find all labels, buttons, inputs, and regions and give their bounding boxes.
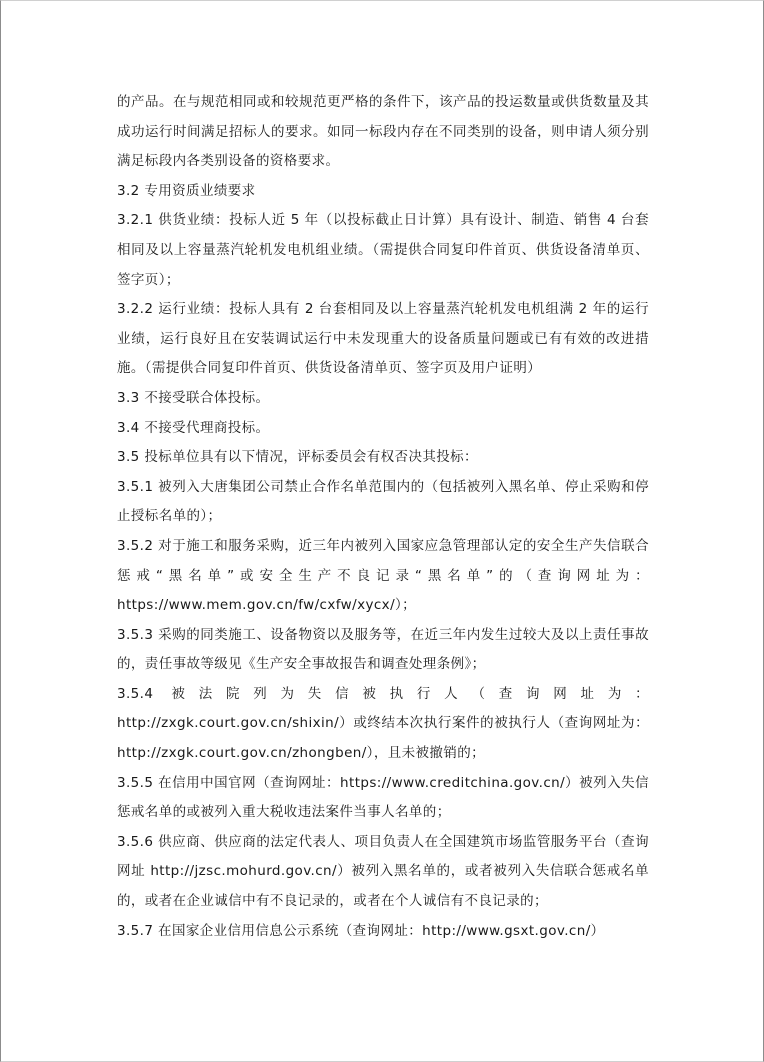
paragraph-intro: 的产品。在与规范相同或和较规范更严格的条件下，该产品的投运数量或供货数量及其成功运行时间满足招标人的要求。如同一标段内存在不同类别的设备，则申请人须分别满足标段内各类别设备的资格要求。 <box>117 94 649 170</box>
paragraph-3-5-6: 3.5.6 供应商、供应商的法定代表人、项目负责人在全国建筑市场监管服务平台（查询网址 http://jzsc.mohurd.gov.cn/）被列入黑名单的，或者被列入失信联合惩戒名单的，或者在企业诚信中有不良记录的，或者在个人诚信有不良记录的； <box>117 833 649 910</box>
paragraph-3-5-7: 3.5.7 在国家企业信用信息公示系统（查询网址：http://www.gsxt.gov.cn/） <box>117 922 605 939</box>
paragraph-3-5-4-first-line: 3.5.4 被法院列为失信被执行人（查询网址为： <box>117 685 649 702</box>
paragraph-3-4: 3.4 不接受代理商投标。 <box>117 419 270 436</box>
paragraph-3-5-1: 3.5.1 被列入大唐集团公司禁止合作名单范围内的（包括被列入黑名单、停止采购和停止授标名单的）； <box>117 478 649 525</box>
heading-3-2: 3.2 专用资质业绩要求 <box>117 182 256 199</box>
paragraph-3-5-2: 3.5.2 对于施工和服务采购，近三年内被列入国家应急管理部认定的安全生产失信联合惩戒“黑名单”或安全生产不良记录“黑名单”的（查询网址为：https://www.mem.gov.cn/fw/cxfw/xycx/）； <box>117 537 649 614</box>
paragraph-3-5-5: 3.5.5 在信用中国官网（查询网址：https://www.creditchina.gov.cn/）被列入失信惩戒名单的或被列入重大税收违法案件当事人名单的； <box>117 774 649 821</box>
paragraph-3-5: 3.5 投标单位具有以下情况，评标委员会有权否决其投标： <box>117 449 478 466</box>
paragraph-3-2-1: 3.2.1 供货业绩：投标人近 5 年（以投标截止日计算）具有设计、制造、销售 4 台套相同及以上容量蒸汽轮机发电机组业绩。（需提供合同复印件首页、供货设备清单页、签字页）； <box>117 212 649 288</box>
paragraph-3-3: 3.3 不接受联合体投标。 <box>117 389 270 406</box>
paragraph-3-2-2: 3.2.2 运行业绩：投标人具有 2 台套相同及以上容量蒸汽轮机发电机组满 2 年的运行业绩，运行良好且在安装调试运行中未发现重大的设备质量问题或已有有效的改进措施。（需提供合同复印件首页、供货设备清单页、签字页及用户证明） <box>117 301 649 377</box>
document-body <box>117 88 649 946</box>
paragraph-3-5-4-continued: http://zxgk.court.gov.cn/shixin/）或终结本次执行案件的被执行人（查询网址为：http://zxgk.court.gov.cn/zhongben/），且未被撤销的； <box>117 715 649 762</box>
paragraph-3-5-3: 3.5.3 采购的同类施工、设备物资以及服务等，在近三年内发生过较大及以上责任事故的，责任事故等级见《生产安全事故报告和调查处理条例》； <box>117 626 649 673</box>
